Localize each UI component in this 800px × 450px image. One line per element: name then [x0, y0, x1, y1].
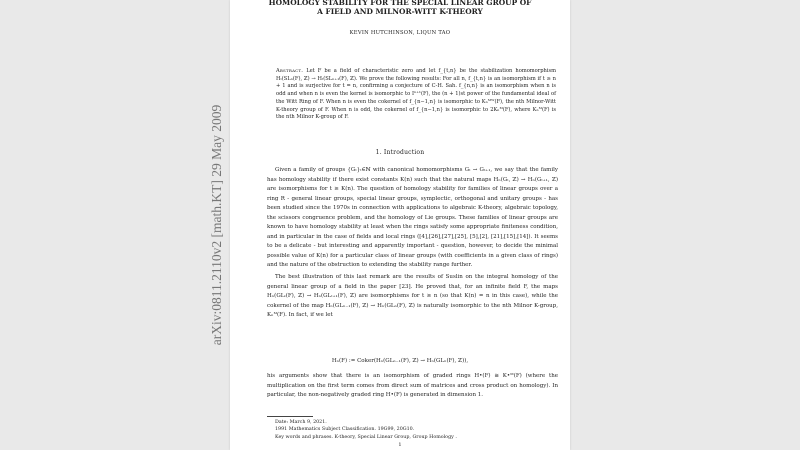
- arxiv-identifier: arXiv:0811.2110v2 [math.KT] 29 May 2009: [209, 104, 224, 346]
- section-heading: 1. Introduction: [375, 149, 425, 156]
- intro-paragraph-2: The best illustration of this last remark are the results of Suslin on the integral homology of the general linear group of a field in the paper [23]. He proved that, for an infinite field F, the maps Hₙ(GLₜ(F), ℤ) → Hₙ(GLₜ₊₁(F), ℤ) are isomorphisms for t ≥ n (so that K(n) = n in this case), while the cokernel of the map Hₙ(GLₙ₋₁(F), ℤ) → Hₙ(GLₙ(F), ℤ) is naturally isomorphic to the nth Milnor K-group, Kₙᴹ(F). In fact, if we let: [267, 274, 558, 319]
- abstract-label: Abstract.: [276, 68, 304, 74]
- abstract-text: Let F be a field of characteristic zero and let f_{t,n} be the stabilization homomorphism Hₜ(SLₙ(F), ℤ) → Hₜ(SLₙ₊₁(F), ℤ). We prove the following results: For all n, f_{t,n} is an isomorphism if t ≥ n + 1 and is surjective for t = n, confirming a conjecture of C-H. Sah. f_{n,n} is an isomorphism when n is odd and when n is even the kernel is isomorphic to Iⁿ⁺¹(F), the (n + 1)st power of the fundamental ideal of the Witt Ring of F. When n is even the cokernel of f_{n−1,n} is isomorphic to Kₙᴹᵂ(F), the nth Milnor-Witt K-theory group of F. When n is odd, the cokernel of f_{n−1,n} is isomorphic to 2Kₙᴹ(F), where Kₙᴹ(F) is the nth Milnor K-group of F.: [276, 68, 556, 121]
- display-equation: Hₙ(F) := Coker(Hₙ(GLₙ₋₁(F), ℤ) → Hₙ(GLₙ(F), ℤ)),: [331, 358, 469, 364]
- abstract: [276, 68, 556, 122]
- paper-page: [230, 0, 570, 450]
- footnote-rule: [267, 416, 313, 417]
- footnote-keywords: Key words and phrases. K-theory, Special Linear Group, Group Homology .: [275, 434, 457, 440]
- paper-authors: KEVIN HUTCHINSON, LIQUN TAO: [349, 30, 451, 36]
- intro-paragraph-1: Given a family of groups {Gₜ}ₜ∈ℕ with canonical homomorphisms Gₜ → Gₜ₊₁, we say that the family has homology stability if there exist constants K(n) such that the natural maps Hₙ(Gₜ, ℤ) → Hₙ(Gₜ₊₁, ℤ) are isomorphisms for t ≥ K(n). The question of homology stability for families of linear groups over a ring R - general linear groups, special linear groups, symplectic, orthogonal and unitary groups - has been studied since the 1970s in connection with applications to algebraic K-theory, algebraic topology, the scissors congruence problem, and the homology of Lie groups. These families of linear groups are known to have homology stability at least when the rings satisfy some appropriate finiteness condition, and in particular in the case of fields and local rings ([4],[26],[27],[25], [5],[2], [21],[15],[14]). It seems to be a delicate - but interesting and apparently important - question, however, to decide the minimal possible value of K(n) for a particular class of linear groups (with coefficients in a given class of rings) and the nature of the obstruction to extending the stability range further.: [267, 167, 558, 269]
- introduction-body: [267, 166, 558, 321]
- footnote-msc: 1991 Mathematics Subject Classification. 19G99, 20G10.: [275, 427, 415, 433]
- footnote-date: Date: March 9, 2021.: [275, 420, 327, 425]
- introduction-continued: [267, 372, 558, 401]
- title-line-2: A FIELD AND MILNOR-WITT K-THEORY: [317, 7, 483, 16]
- title-line-1: HOMOLOGY STABILITY FOR THE SPECIAL LINEAR GROUP OF: [268, 0, 532, 7]
- paper-title: [230, 0, 570, 16]
- arxiv-sidebar: [207, 0, 227, 450]
- footnotes: [267, 419, 558, 441]
- page-number: 1: [398, 442, 402, 448]
- intro-paragraph-3: his arguments show that there is an isomorphism of graded rings H•(F) ≅ K•ᴹ(F) (where the multiplication on the first term comes from direct sum of matrices and cross product on homology). In particular, the non-negatively graded ring H•(F) is generated in dimension 1.: [267, 373, 558, 398]
